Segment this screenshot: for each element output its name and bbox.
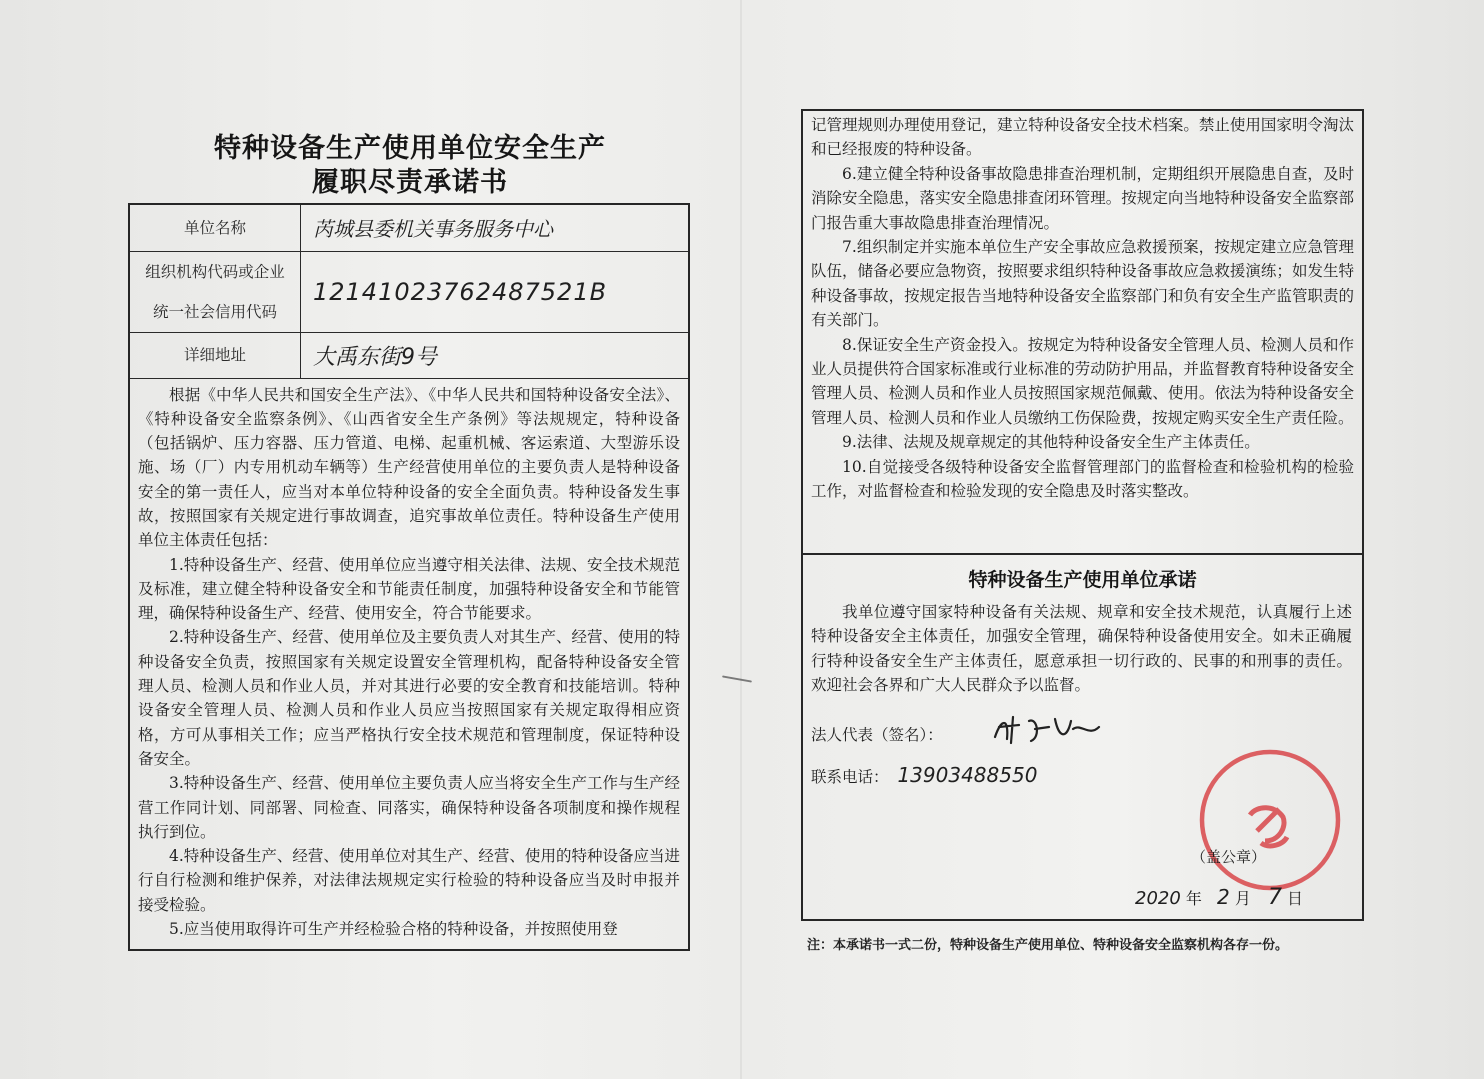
paper-fold-crease: [740, 0, 742, 1079]
credit-code-value: 12141023762487521B: [313, 277, 608, 306]
pledge-body: [803, 592, 1362, 698]
date-year-unit: 年: [1185, 889, 1202, 908]
clause-4: 4.特种设备生产、经营、使用单位对其生产、经营、使用的特种设备应当进行自行检测和维护保养，对法律法规规定实行检验的特种设备应当及时申报并接受检验。: [138, 847, 680, 914]
signature-scribble: [989, 709, 1109, 749]
legal-rep-label: 法人代表（签名）：: [811, 726, 943, 744]
credit-code-row: [130, 251, 688, 332]
legal-rep-signature: [989, 709, 1109, 753]
responsibility-text: [130, 379, 688, 942]
official-seal: [1195, 745, 1345, 899]
address-label: 详细地址: [130, 332, 301, 378]
footnote: 注：本承诺书一式二份，特种设备生产使用单位、特种设备安全监察机构各存一份。: [807, 938, 1289, 953]
right-page-frame: [801, 109, 1364, 921]
clause-8: 8.保证安全生产资金投入。按规定为特种设备安全管理人员、检测人员和作业人员提供符合国家标准或行业标准的劳动防护用品，并监督教育特种设备安全管理人员、检测人员和作业人员按照国家规范佩戴、使用。依法为特种设备安全管理人员、检测人员和作业人员缴纳工伤保险费，按规定购买安全生产责任险。: [811, 335, 1354, 427]
document-title-line-1: 特种设备生产使用单位安全生产: [214, 133, 606, 164]
clause-6: 6.建立健全特种设备事故隐患排查治理机制，定期组织开展隐患自查，及时消除安全隐患，落实安全隐患排查闭环管理。按规定向当地特种设备安全监察部门报告重大事故隐患排查治理情况。: [811, 164, 1354, 232]
address-value: 大禹东街9号: [313, 344, 437, 370]
unit-info-table: [130, 205, 688, 379]
responsibility-text-continued: [803, 111, 1362, 555]
clause-7: 7.组织制定并实施本单位生产安全事故应急救援预案，按规定建立应急管理队伍，储备必要应急物资，按照要求组织特种设备事故应急救援演练；如发生特种设备事故，按规定报告当地特种设备安全监察部门和负有安全生产监管职责的有关部门。: [811, 238, 1354, 330]
seal-label: （盖公章）: [1191, 848, 1267, 866]
clause-10: 10.自觉接受各级特种设备安全监督管理部门的监督检查和检验机构的检验工作，对监督检查和检验发现的安全隐患及时落实整改。: [811, 457, 1354, 501]
credit-code-label-line-2: 统一社会信用代码: [152, 302, 277, 321]
credit-code-label-line-1: 组织机构代码或企业: [145, 262, 285, 281]
left-page-frame: [128, 203, 690, 951]
clause-1: 1.特种设备生产、经营、使用单位应当遵守相关法律、法规、安全技术规范及标准，建立健全特种设备安全和节能责任制度，加强特种设备安全和节能管理，确保特种设备生产、经营、使用安全，符合节能要求。: [138, 555, 680, 623]
pledge-title: 特种设备生产使用单位承诺: [968, 569, 1197, 591]
unit-name-label: 单位名称: [130, 205, 301, 251]
date-day: 7: [1267, 885, 1282, 910]
clause-2: 2.特种设备生产、经营、使用单位及主要负责人对其生产、经营、使用的特种设备安全负责，按照国家有关规定设置安全管理机构，配备特种设备安全管理人员、检测人员和作业人员，并对其进行必要的安全教育和技能培训。特种设备安全管理人员、检测人员和作业人员应当按照国家有关规定取得相应资格，方可从事相关工作；应当严格执行安全技术规范和管理制度，保证特种设备安全。: [138, 628, 680, 768]
phone-value: 13903488550: [897, 763, 1038, 787]
date-day-unit: 日: [1287, 889, 1304, 908]
seal-icon: [1195, 745, 1345, 895]
clause-5-continued: 记管理规则办理使用登记，建立特种设备安全技术档案。禁止使用国家明令淘汰和已经报废的特种设备。: [811, 116, 1354, 159]
phone-label: 联系电话：: [811, 768, 889, 786]
date-month-unit: 月: [1234, 889, 1251, 908]
address-row: [130, 332, 688, 378]
pledge-paragraph: 我单位遵守国家特种设备有关法规、规章和安全技术规范，认真履行上述特种设备安全主体责任，加强安全管理，确保特种设备使用安全。如未正确履行特种设备安全生产主体责任，愿意承担一切行政的、民事的和刑事的责任。欢迎社会各界和广大人民群众予以监督。: [811, 603, 1352, 695]
clause-9: 9.法律、法规及规章规定的其他特种设备安全生产主体责任。: [842, 433, 1260, 452]
intro-paragraph: 根据《中华人民共和国安全生产法》、《中华人民共和国特种设备安全法》、《特种设备安全监察条例》、《山西省安全生产条例》等法规规定，特种设备（包括锅炉、压力容器、压力管道、电梯、起重机械、客运索道、大型游乐设施、场（厂）内专用机动车辆等）生产经营使用单位的主要负责人是特种设备安全的第一责任人，应当对本单位特种设备的安全全面负责。特种设备发生事故，按照国家有关规定进行事故调查，追究事故单位责任。特种设备生产使用单位主体责任包括：: [138, 385, 680, 550]
sign-date: [1135, 885, 1303, 910]
clause-5-start: 5.应当使用取得许可生产并经检验合格的特种设备，并按照使用登: [169, 920, 618, 939]
unit-name-row: [130, 205, 688, 251]
clause-3: 3.特种设备生产、经营、使用单位主要负责人应当将安全生产工作与生产经营工作同计划、同部署、同检查、同落实，确保特种设备各项制度和操作规程执行到位。: [138, 774, 680, 841]
document-title-line-2: 履职尽责承诺书: [312, 167, 508, 198]
unit-name-value: 芮城县委机关事务服务中心: [313, 217, 553, 242]
date-month: 2: [1217, 885, 1230, 909]
date-year: 2020: [1135, 888, 1181, 909]
